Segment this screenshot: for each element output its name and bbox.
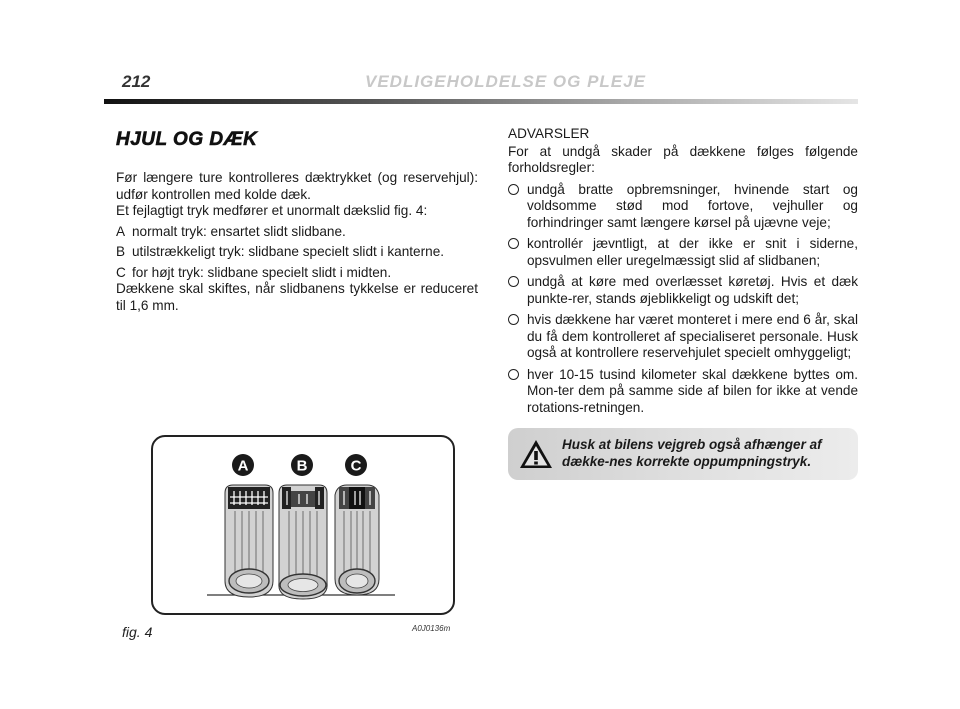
tyre-a — [225, 485, 273, 597]
left-column — [116, 126, 478, 314]
circle-bullet-icon — [508, 238, 519, 249]
condition-text: utilstrækkeligt tryk: slidbane specielt slidt i kanterne. — [132, 244, 445, 259]
attention-note-text: Husk at bilens vejgreb også afhænger af dække-nes korrekte oppumpningstryk. — [562, 437, 822, 469]
warning-item — [508, 236, 858, 269]
warning-text: undgå at køre med overlæsset køretøj. Hvis et dæk punkte-rer, stands øjeblikkeligt og udskift det; — [527, 274, 858, 306]
warning-text: kontrollér jævntligt, at der ikke er snit i siderne, opsvulmen eller uregelmæssigt slid af slidbanen; — [527, 236, 858, 268]
tyre-c — [335, 485, 379, 595]
warnings-intro: For at undgå skader på dækkene følges følgende forholdsregler: — [508, 143, 858, 175]
condition-item — [116, 224, 478, 241]
right-column — [508, 126, 858, 416]
warning-item — [508, 367, 858, 417]
tyre-label-a: A — [237, 457, 249, 475]
tyre-label-c: C — [350, 457, 362, 475]
figure-frame — [151, 435, 455, 615]
replacement-note: Dækkene skal skiftes, når slidbanens tykkelse er reduceret til 1,6 mm. — [116, 281, 478, 313]
warning-triangle-icon — [518, 438, 554, 470]
circle-bullet-icon — [508, 369, 519, 380]
warning-text: hvis dækkene har været monteret i mere end 6 år, skal du få dem kontrolleret af specialiseret personale. Husk også at kontrollere reservehjulet specielt omhyggeligt; — [527, 312, 858, 360]
warning-item — [508, 312, 858, 362]
circle-bullet-icon — [508, 314, 519, 325]
condition-letter: C — [116, 264, 126, 280]
condition-item — [116, 265, 478, 282]
tyre-wear-illustration — [153, 437, 453, 613]
warning-item — [508, 274, 858, 307]
warning-text: undgå bratte opbremsninger, hvinende start og voldsomme stød mod fortove, vejhuller og forhindringer samt længere kørsel på ujævne veje; — [527, 181, 858, 230]
figure-code: A0J0136m — [412, 624, 451, 633]
warning-text: hver 10-15 tusind kilometer skal dækkene byttes om. Mon-ter dem på samme side af bilen for ikke at vende rotations-retningen. — [527, 366, 858, 415]
page-number: 212 — [122, 72, 151, 91]
intro-paragraph-2: Et fejlagtigt tryk medfører et unormalt dækslid fig. 4: — [116, 203, 428, 218]
warning-item — [508, 182, 858, 232]
attention-note-box — [508, 428, 858, 480]
condition-letter: B — [116, 244, 126, 259]
section-title: VEDLIGEHOLDELSE OG PLEJE — [365, 72, 646, 91]
section-heading: HJUL OG DÆK — [116, 129, 258, 150]
warnings-title: ADVARSLER — [508, 126, 590, 141]
tyre-label-b: B — [296, 457, 308, 475]
circle-bullet-icon — [508, 276, 519, 287]
tyre-b — [279, 485, 327, 599]
header-rule — [104, 99, 858, 104]
condition-text: normalt tryk: ensartet slidt slidbane. — [132, 223, 346, 239]
condition-item — [116, 244, 478, 261]
circle-bullet-icon — [508, 184, 519, 195]
intro-paragraph: Før længere ture kontrolleres dæktrykket (og reservehjul): udfør kontrollen med kolde dæk. — [116, 170, 478, 202]
condition-text: for højt tryk: slidbane specielt slidt i midten. — [132, 264, 392, 280]
figure-caption: fig. 4 — [122, 624, 153, 640]
condition-letter: A — [116, 223, 126, 239]
